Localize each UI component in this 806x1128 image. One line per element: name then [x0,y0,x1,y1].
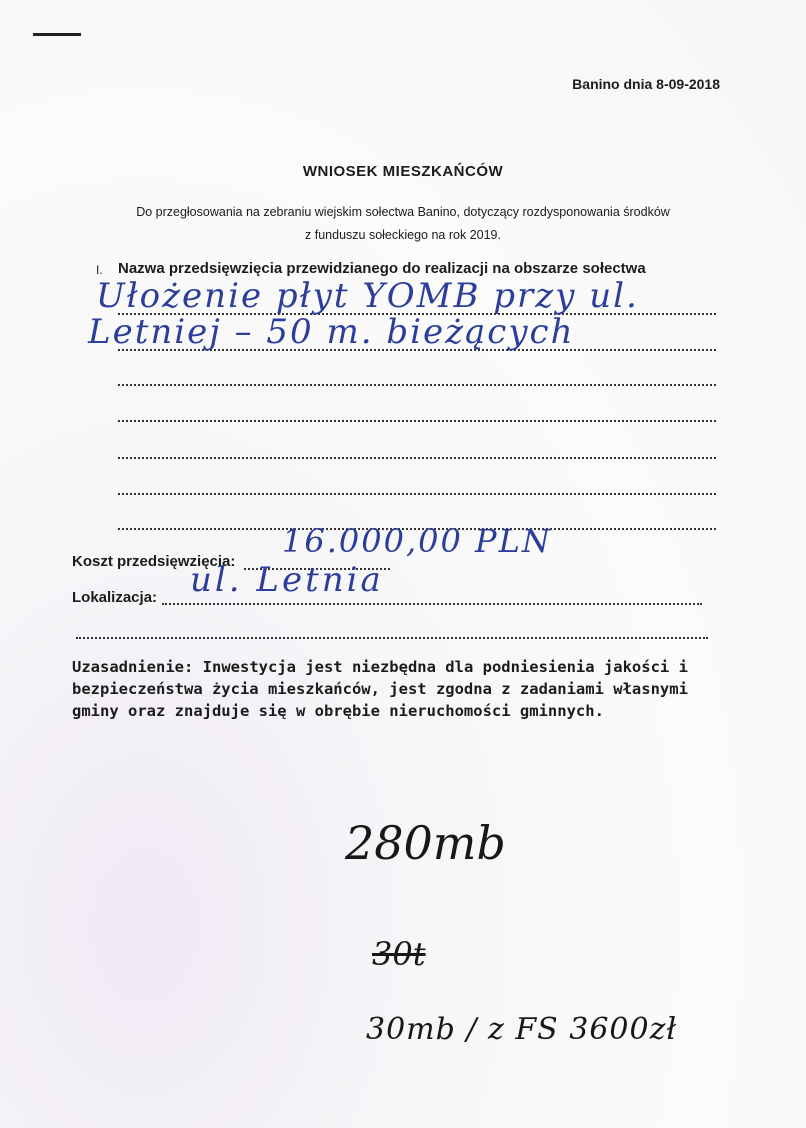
section-1-label: Nazwa przedsięwzięcia przewidzianego do realizacji na obszarze sołectwa [118,260,646,277]
document-title: WNIOSEK MIESZKAŃCÓW [302,163,504,180]
handwritten-cost: 16.000,00 PLN [282,522,552,560]
dotted-line [118,493,716,495]
handwritten-note-280mb: 280mb [345,816,506,870]
intro-line-2: z funduszu sołeckiego na rok 2019. [305,228,501,242]
location-dotted-line-2 [76,637,708,639]
handwritten-note-fs: 30mb / z FS 3600zł [366,1012,678,1047]
section-number: I. [96,263,103,277]
justification-label: Uzasadnienie: [72,658,194,676]
location-dotted-line [162,603,702,605]
dotted-line [118,420,716,422]
handwritten-note-struck: 30t [372,935,426,973]
document-date: Banino dnia 8-09-2018 [572,76,720,92]
handwritten-location: ul. Letnia [190,560,384,600]
handwritten-project-line-1: Ułożenie płyt YOMB przy ul. [96,276,639,316]
corner-mark [33,33,81,36]
justification-paragraph [72,656,732,722]
handwritten-project-line-2: Letniej – 50 m. bieżących [88,312,575,352]
cost-label: Koszt przedsięwzięcia: [72,553,236,570]
dotted-line [118,457,716,459]
location-label: Lokalizacja: [72,589,158,606]
dotted-line [118,384,716,386]
intro-line-1: Do przegłosowania na zebraniu wiejskim sołectwa Banino, dotyczący rozdysponowania środków [136,205,670,219]
justification-text: Inwestycja jest niezbędna dla podniesienia jakości i bezpieczeństwa życia mieszkańców, jest zgodna z zadaniami własnymi gminy oraz znajduje się w obrębie nieruchomości gminnych. [72,658,688,720]
